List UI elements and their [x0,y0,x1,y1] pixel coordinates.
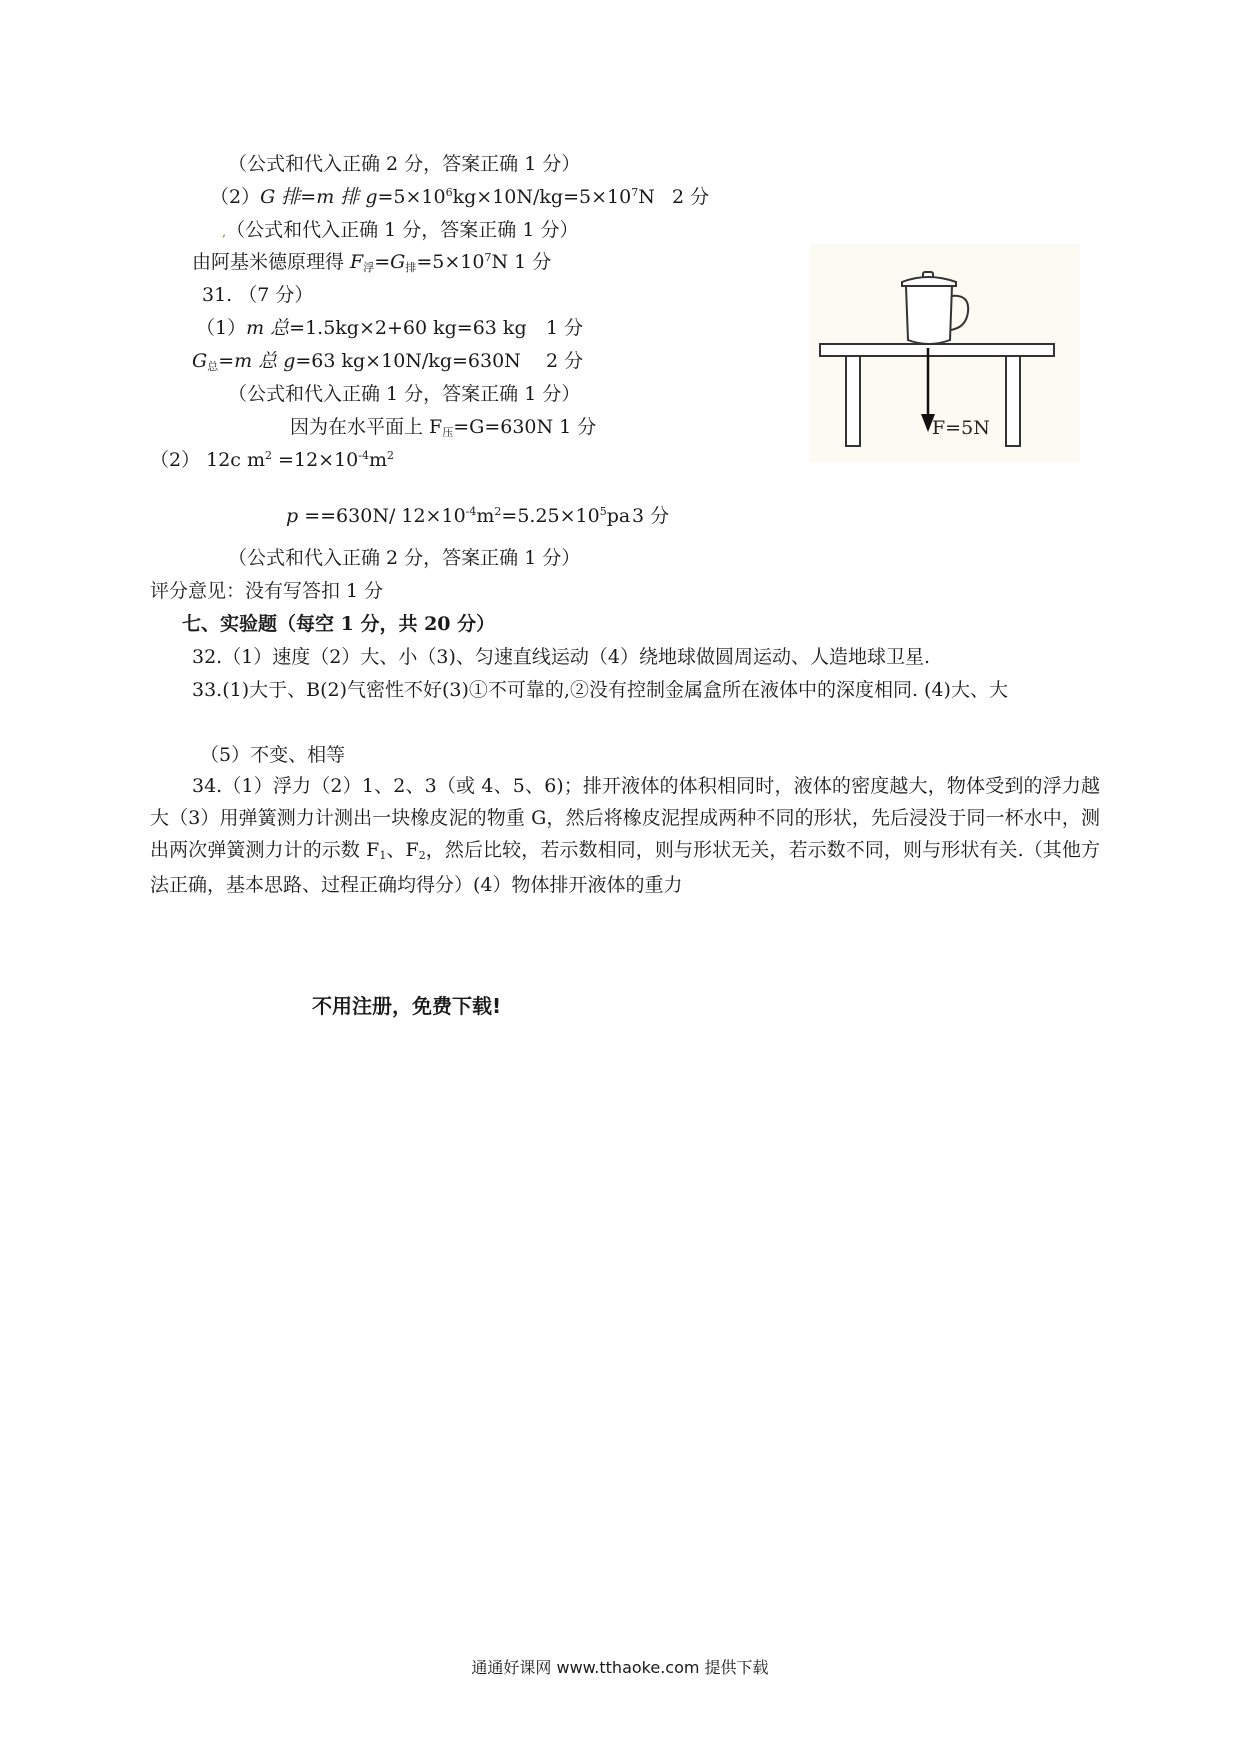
score-label [546,316,583,340]
formula-line [192,349,521,376]
cup-on-table-figure [810,244,1080,462]
page-footer [0,1655,1240,1678]
formula-text: 因为在水平面上 F [290,416,443,438]
formula-symbol: G [390,251,406,273]
formula-text: =5×10 [377,186,446,208]
answer-line [192,645,930,669]
part-label: （2） [210,186,261,208]
formula-symbol: G 排=m 排 g [260,186,378,208]
formula-line [150,448,394,475]
score-text: 2 分 [672,186,710,208]
subscript: 1 [379,849,387,862]
formula-line [210,185,655,212]
promo-label: 不用注册，免费下载! [312,994,502,1018]
exponent: -4 [465,505,477,518]
subscript: 浮 [363,261,375,274]
note-line [228,382,580,406]
answer-text: 32.（1）速度（2）大、小（3)、匀速直线运动（4）绕地球做圆周运动、人造地球卫星. [192,646,931,668]
note-text: （公式和代入正确 2 分，答案正确 1 分） [228,547,581,569]
exponent: 5 [599,505,607,518]
section-title: 七、实验题（每空 1 分，共 20 分） [182,613,496,635]
subscript: 排 [405,261,417,274]
question-text: 31. （7 分） [202,284,314,306]
formula-symbol: m 总 g [234,350,296,372]
formula-text: ==630N/ 12×10 [298,505,466,527]
question-number [202,283,313,307]
answer-text: 33.(1)大于、B(2)气密性不好(3)①不可靠的,②没有控制金属盒所在液体中的深度相同. (4)大、大 [192,679,1008,701]
promo-text [312,994,501,1018]
answer-text: （5）不变、相等 [200,744,346,766]
subscript: 总 [207,360,219,373]
score-label [672,185,709,209]
formula-line [290,415,596,442]
formula-text: N [638,186,655,208]
formula-text: pa [606,505,631,527]
note-line [228,546,580,570]
formula-text: =63 kg×10N/kg=630N [295,350,521,372]
answer-line [200,743,345,767]
section-heading [182,612,495,636]
exponent: 7 [484,251,492,264]
note-text: （公式和代入正确 1 分，答案正确 1 分） [226,219,579,241]
score-text: 2 分 [546,350,584,372]
formula-text: =G=630N 1 分 [453,416,597,438]
answer-text: 、F [386,839,419,861]
formula-text: =5.25×10 [501,505,600,527]
formula-text: （2） 12c m [150,449,266,471]
formula-symbol: p [286,505,299,527]
answer-text: 34.（1）浮力（2）1、2、3（或 4、5、6)；排开液体的体积相同时，液体的密度越大，物体受到的浮力越大（3）用弹簧测力计测出一块橡皮泥的物重 G，然后将橡皮泥捏成两种不同的形状，先后浸没于同一杯水中，测出两次弹簧测力计的示数 F [150,775,1100,861]
formula-line [196,316,527,340]
answer-paragraph [150,770,1100,901]
note-text: （公式和代入正确 2 分，答案正确 1 分） [228,153,581,175]
exponent: 2 [387,449,394,462]
exponent: 2 [265,449,273,462]
exponent: 7 [631,186,639,199]
note-line [228,152,580,176]
note-line [222,218,578,245]
exponent: -4 [358,449,369,462]
stray-mark: , [222,225,227,240]
grading-note [150,579,383,603]
subscript: 压 [442,426,454,439]
formula-text: =5×10 [416,251,485,273]
formula-text: 由阿基米德原理得 [192,251,351,273]
formula-text: m [368,449,387,471]
formula-text: =12×10 [272,449,359,471]
score-label [546,349,583,373]
answer-paragraph [150,674,1100,706]
formula-symbol: m 总 [246,317,290,339]
footer-text: 通通好课网 www.tthaoke.com 提供下载 [471,1658,769,1677]
formula-symbol: G [192,350,208,372]
formula-line [286,504,630,531]
force-label: F=5N [932,417,990,439]
subscript: 2 [418,849,426,862]
cup-on-table-icon [810,244,1080,462]
formula-text: = [218,350,235,372]
formula-text: m [476,505,495,527]
answer-text: ，然后比较，若示数相同，则与形状无关，若示数不同，则与形状有关.（其他方法正确，基本思路、过程正确均得分）(4）物体排开液体的重力 [150,839,1100,896]
formula-text: =1.5kg×2+60 kg=63 kg [289,317,527,339]
formula-text: kg×10N/kg=5×10 [452,186,632,208]
formula-text: = [374,251,391,273]
grading-text: 评分意见：没有写答扣 1 分 [150,580,384,602]
formula-line [192,250,551,277]
exponent: 6 [445,186,453,199]
score-text: 3 分 [632,505,670,527]
score-text: 1 分 [546,317,584,339]
score-label [632,504,669,528]
formula-symbol: F [350,251,364,273]
part-label: （1） [196,317,247,339]
note-text: （公式和代入正确 1 分，答案正确 1 分） [228,383,581,405]
formula-text: N 1 分 [491,251,552,273]
exponent: 2 [494,505,502,518]
